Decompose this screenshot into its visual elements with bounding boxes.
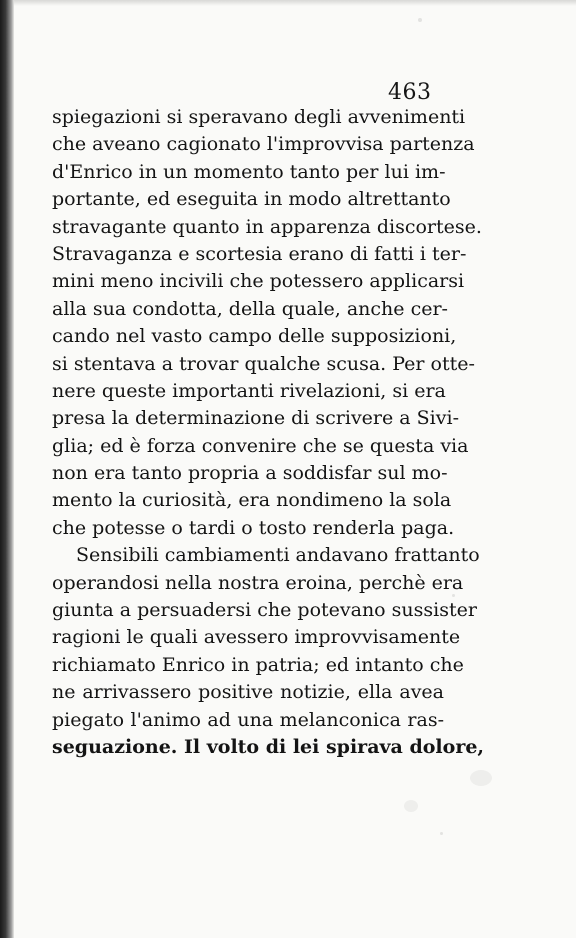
page-top-edge [14,0,576,6]
text-line: ne arrivassero positive notizie, ella avea [52,681,444,704]
text-line: cando nel vasto campo delle supposizioni, [52,325,457,348]
body-text [52,104,485,761]
text-line: piegato l'animo ad una melanconica ras- [52,708,444,731]
text-line: che aveano cagionato l'improvvisa partenza [52,133,475,156]
text-line: presa la determinazione di scrivere a Sivi- [52,407,459,430]
paper-stain [470,770,492,786]
paper-speck [440,832,443,835]
text-line: Stravaganza e scortesia erano di fatti i ter- [52,242,467,265]
text-line: si stentava a trovar qualche scusa. Per otte- [52,352,475,375]
text-line: portante, ed eseguita in modo altrettanto [52,188,451,211]
text-line: seguazione. Il volto di lei spirava dolore, [52,735,485,758]
text-line: richiamato Enrico in patria; ed intanto che [52,653,464,676]
text-line: alla sua condotta, della quale, anche cer- [52,297,448,320]
paper-speck [418,18,422,22]
text-line: operandosi nella nostra eroina, perchè era [52,571,464,594]
text-line: nere queste importanti rivelazioni, si era [52,379,446,402]
text-line: mento la curiosità, era nondimeno la sola [52,489,452,512]
book-binding-edge [0,0,14,938]
paper-speck [452,594,455,597]
text-line: giunta a persuadersi che potevano sussister [52,599,477,622]
page-number: 463 [388,80,432,105]
text-line: ragioni le quali avessero improvvisamente [52,626,461,649]
text-line: non era tanto propria a soddisfar sul mo- [52,462,448,485]
text-line-paragraph-start: Sensibili cambiamenti andavano frattanto [76,544,480,567]
text-line: mini meno incivili che potessero applicarsi [52,270,465,293]
text-line-paragraph-end: che potesse o tardi o tosto renderla paga. [52,516,455,539]
text-line: glia; ed è forza convenire che se questa via [52,434,469,457]
text-line: spiegazioni si speravano degli avvenimenti [52,106,466,128]
text-line: stravagante quanto in apparenza discortese. [52,215,482,238]
paper-stain [404,800,418,812]
text-line: d'Enrico in un momento tanto per lui im- [52,160,446,183]
